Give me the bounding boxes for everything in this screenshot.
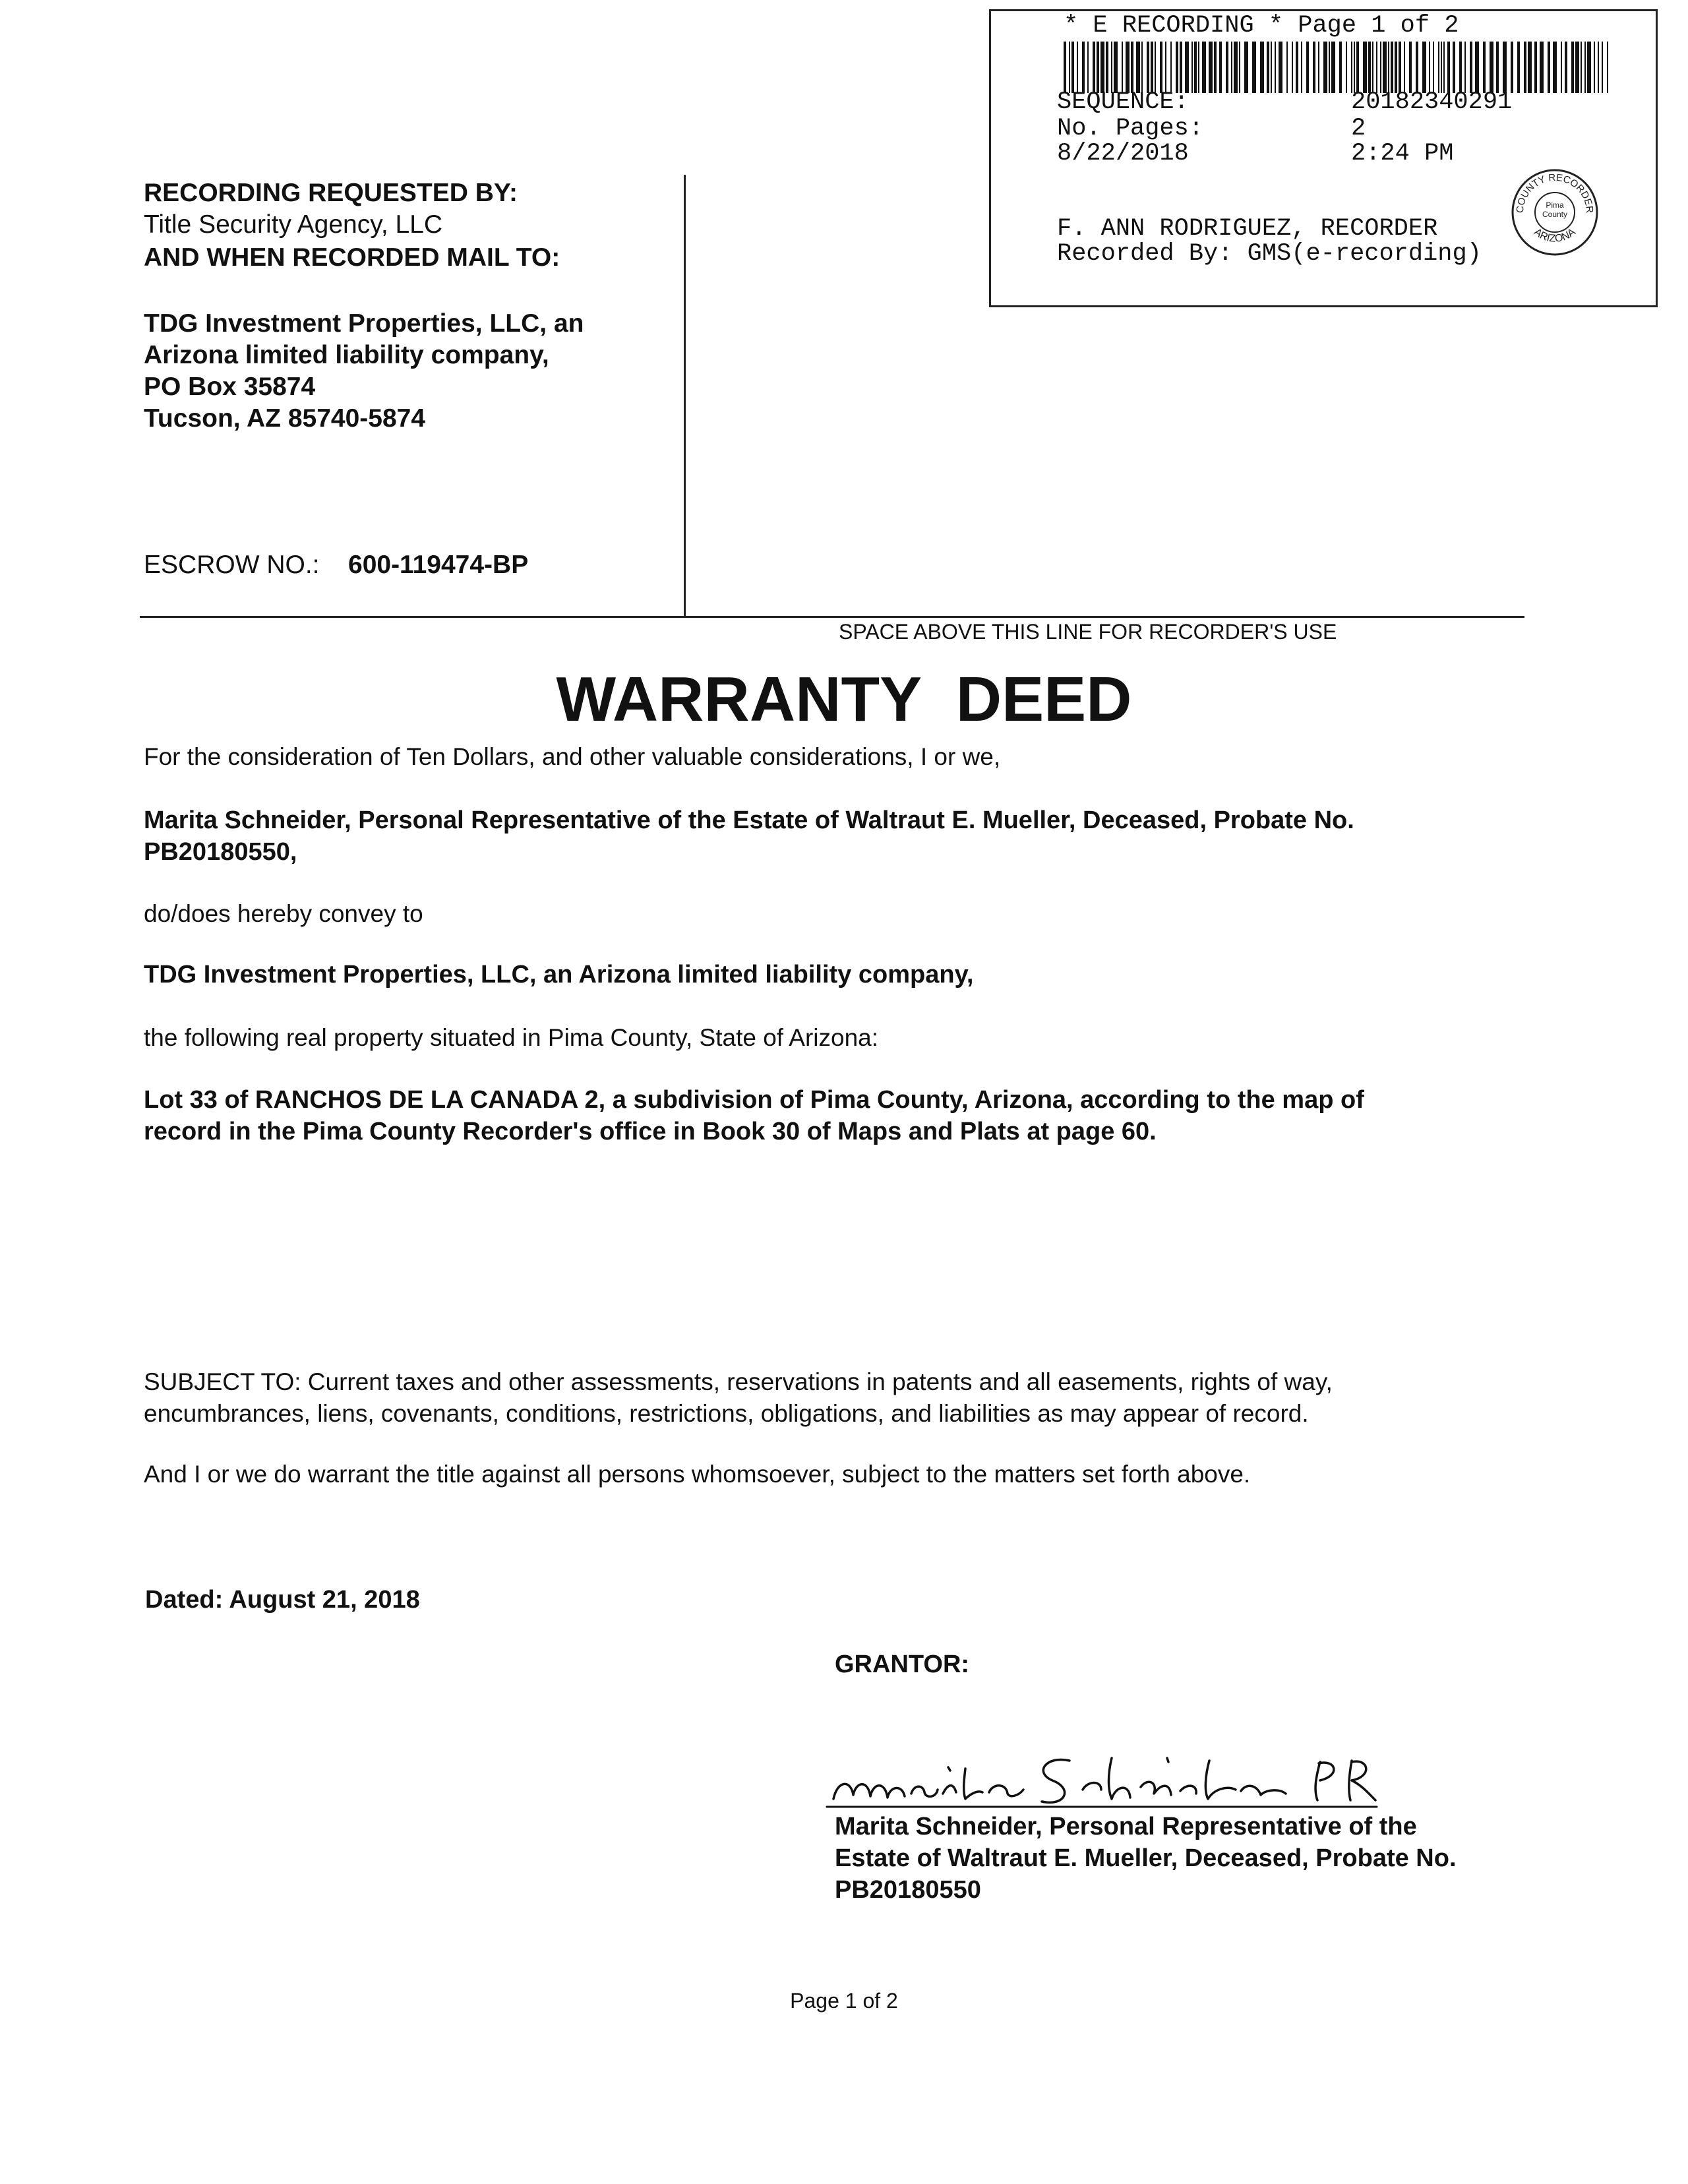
- record-time: 2:24 PM: [1351, 140, 1454, 167]
- signer-line-3: PB20180550: [835, 1876, 981, 1904]
- page-footer: Page 1 of 2: [790, 1989, 898, 2013]
- dated-text: Dated: August 21, 2018: [145, 1586, 420, 1614]
- escrow-label: ESCROW NO.:: [144, 551, 320, 579]
- convey-text: do/does hereby convey to: [144, 900, 423, 927]
- mail-line-4: Tucson, AZ 85740-5874: [144, 404, 426, 433]
- grantor-line-1: Marita Schneider, Personal Representative of the Estate of Waltraut E. Mueller, Deceased, Probate No.: [144, 806, 1354, 834]
- mail-line-3: PO Box 35874: [144, 373, 316, 401]
- recorder-use-line: [140, 616, 1524, 618]
- property-intro: the following real property situated in Pima County, State of Arizona:: [144, 1024, 879, 1051]
- escrow-number: 600-119474-BP: [348, 551, 529, 579]
- recorder-name: F. ANN RODRIGUEZ, RECORDER: [1057, 215, 1438, 243]
- mail-to-label: AND WHEN RECORDED MAIL TO:: [144, 243, 560, 272]
- sequence-label: SEQUENCE:: [1057, 88, 1189, 116]
- consideration-text: For the consideration of Ten Dollars, and other valuable considerations, I or we,: [144, 743, 1001, 770]
- stamp-header: * E RECORDING * Page 1 of 2: [1064, 12, 1459, 40]
- mail-line-1: TDG Investment Properties, LLC, an: [144, 309, 584, 338]
- legal-line-2: record in the Pima County Recorder's office in Book 30 of Maps and Plats at page 60.: [144, 1118, 1157, 1145]
- mail-line-2: Arizona limited liability company,: [144, 341, 549, 369]
- pages-value: 2: [1351, 115, 1366, 142]
- seal-top-text: COUNTY RECORDER: [1514, 171, 1596, 214]
- barcode: [1064, 42, 1611, 93]
- record-date: 8/22/2018: [1057, 140, 1189, 167]
- sequence-value: 20182340291: [1351, 88, 1513, 116]
- grantee-text: TDG Investment Properties, LLC, an Arizona limited liability company,: [144, 961, 974, 988]
- recorder-stamp: [989, 9, 1658, 307]
- recorded-by: Recorded By: GMS(e-recording): [1057, 240, 1482, 268]
- grantor-line-2: PB20180550,: [144, 838, 297, 866]
- document-title: WARRANTY DEED: [556, 664, 1132, 735]
- legal-line-1: Lot 33 of RANCHOS DE LA CANADA 2, a subdivision of Pima County, Arizona, according to the map of: [144, 1086, 1364, 1114]
- seal-center-text: Pima County: [1542, 200, 1568, 219]
- recorders-use-note: SPACE ABOVE THIS LINE FOR RECORDER'S USE: [839, 620, 1337, 644]
- subject-to-line-1: SUBJECT TO: Current taxes and other assessments, reservations in patents and all easements, rights of way,: [144, 1368, 1333, 1395]
- grantor-label: GRANTOR:: [835, 1651, 970, 1678]
- vertical-divider: [684, 175, 686, 618]
- warrant-text: And I or we do warrant the title against all persons whomsoever, subject to the matters set forth above.: [144, 1461, 1251, 1488]
- subject-to-line-2: encumbrances, liens, covenants, conditions, restrictions, obligations, and liabilities as may appear of record.: [144, 1400, 1309, 1427]
- signature-icon: [824, 1721, 1398, 1820]
- pages-label: No. Pages:: [1057, 115, 1204, 142]
- signer-line-1: Marita Schneider, Personal Representative of the: [835, 1813, 1417, 1840]
- county-seal-icon: [1509, 166, 1601, 258]
- requested-by: Title Security Agency, LLC: [144, 210, 443, 239]
- seal-bottom-text: ARIZONA: [1532, 226, 1578, 245]
- signer-line-2: Estate of Waltraut E. Mueller, Deceased, Probate No.: [835, 1844, 1457, 1872]
- recording-requested-label: RECORDING REQUESTED BY:: [144, 179, 518, 207]
